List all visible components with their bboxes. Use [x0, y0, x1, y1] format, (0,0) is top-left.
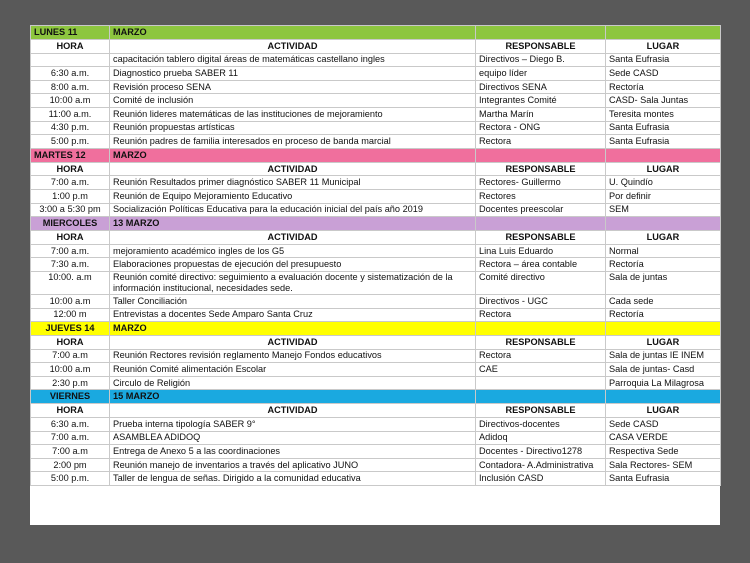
table-row: [31, 271, 721, 294]
column-header-row: [31, 404, 721, 418]
activity-cell: Circulo de Religión: [110, 376, 476, 390]
table-row: [31, 363, 721, 377]
header-hora: HORA: [31, 40, 110, 54]
place-cell: Teresita montes: [606, 107, 721, 121]
table-row: [31, 94, 721, 108]
activity-cell: Entrevistas a docentes Sede Amparo Santa Cruz: [110, 308, 476, 322]
place-cell: Sala de juntas IE INEM: [606, 349, 721, 363]
place-cell: Por definir: [606, 189, 721, 203]
place-cell: Cada sede: [606, 294, 721, 308]
table-row: [31, 294, 721, 308]
table-row: [31, 67, 721, 81]
time-cell: 6:30 a.m.: [31, 67, 110, 81]
activity-cell: Prueba interna tipología SABER 9°: [110, 418, 476, 432]
place-cell: Normal: [606, 244, 721, 258]
place-cell: Parroquia La Milagrosa: [606, 376, 721, 390]
responsible-cell: [476, 376, 606, 390]
day-name: VIERNES: [31, 390, 110, 404]
day-date: 13 MARZO: [110, 217, 476, 231]
place-cell: Santa Eufrasia: [606, 53, 721, 67]
responsible-cell: Comité directivo: [476, 271, 606, 294]
time-cell: 3:00 a 5:30 pm: [31, 203, 110, 217]
place-cell: CASD- Sala Juntas: [606, 94, 721, 108]
place-cell: Rectoría: [606, 258, 721, 272]
place-cell: Rectoría: [606, 308, 721, 322]
place-cell: Sede CASD: [606, 67, 721, 81]
time-cell: 11:00 a.m.: [31, 107, 110, 121]
table-row: [31, 458, 721, 472]
column-header-row: [31, 40, 721, 54]
activity-cell: Reunión Rectores revisión reglamento Manejo Fondos educativos: [110, 349, 476, 363]
header-actividad: ACTIVIDAD: [110, 336, 476, 350]
responsible-cell: Lina Luis Eduardo: [476, 244, 606, 258]
day-header-row: [31, 148, 721, 162]
time-cell: 10:00 a.m: [31, 294, 110, 308]
time-cell: 10:00 a.m: [31, 94, 110, 108]
header-actividad: ACTIVIDAD: [110, 162, 476, 176]
table-row: [31, 135, 721, 149]
responsible-cell: Rectores: [476, 189, 606, 203]
activity-cell: mejoramiento académico ingles de los G5: [110, 244, 476, 258]
day-date: MARZO: [110, 26, 476, 40]
day-date: MARZO: [110, 322, 476, 336]
activity-cell: capacitación tablero digital áreas de matemáticas castellano ingles: [110, 53, 476, 67]
responsible-cell: Docentes - Directivo1278: [476, 445, 606, 459]
header-responsable: RESPONSABLE: [476, 231, 606, 245]
day-empty-cell: [476, 390, 606, 404]
responsible-cell: Martha Marín: [476, 107, 606, 121]
activity-cell: Reunión Comité alimentación Escolar: [110, 363, 476, 377]
responsible-cell: Directivos – Diego B.: [476, 53, 606, 67]
header-lugar: LUGAR: [606, 404, 721, 418]
day-empty-cell: [606, 390, 721, 404]
activity-cell: Reunión comité directivo: seguimiento a evaluación docente y sistematización de la información institucional, necesidades sede.: [110, 271, 476, 294]
place-cell: Sala de juntas: [606, 271, 721, 294]
place-cell: Sala Rectores- SEM: [606, 458, 721, 472]
day-header-row: [31, 322, 721, 336]
day-date: 15 MARZO: [110, 390, 476, 404]
header-hora: HORA: [31, 404, 110, 418]
time-cell: 7:00 a.m.: [31, 244, 110, 258]
activity-cell: ASAMBLEA ADIDOQ: [110, 431, 476, 445]
place-cell: Respectiva Sede: [606, 445, 721, 459]
responsible-cell: Rectora - ONG: [476, 121, 606, 135]
header-hora: HORA: [31, 336, 110, 350]
day-empty-cell: [606, 217, 721, 231]
place-cell: Sede CASD: [606, 418, 721, 432]
responsible-cell: Inclusión CASD: [476, 472, 606, 486]
activity-cell: Taller Conciliación: [110, 294, 476, 308]
day-name: MARTES 12: [31, 148, 110, 162]
column-header-row: [31, 231, 721, 245]
day-empty-cell: [606, 148, 721, 162]
place-cell: Rectoría: [606, 80, 721, 94]
place-cell: U. Quindío: [606, 176, 721, 190]
table-row: [31, 203, 721, 217]
time-cell: 12:00 m: [31, 308, 110, 322]
responsible-cell: Contadora- A.Administrativa: [476, 458, 606, 472]
place-cell: Santa Eufrasia: [606, 135, 721, 149]
responsible-cell: Directivos-docentes: [476, 418, 606, 432]
header-actividad: ACTIVIDAD: [110, 231, 476, 245]
table-row: [31, 80, 721, 94]
table-row: [31, 258, 721, 272]
place-cell: Sala de juntas- Casd: [606, 363, 721, 377]
activity-cell: Reunión manejo de inventarios a través del aplicativo JUNO: [110, 458, 476, 472]
table-row: [31, 472, 721, 486]
table-row: [31, 53, 721, 67]
table-row: [31, 349, 721, 363]
activity-cell: Reunión propuestas artísticas: [110, 121, 476, 135]
header-lugar: LUGAR: [606, 40, 721, 54]
day-empty-cell: [606, 26, 721, 40]
schedule-page: [30, 25, 720, 525]
activity-cell: Reunión lideres matemáticas de las instituciones de mejoramiento: [110, 107, 476, 121]
activity-cell: Comité de inclusión: [110, 94, 476, 108]
responsible-cell: equipo líder: [476, 67, 606, 81]
header-responsable: RESPONSABLE: [476, 404, 606, 418]
day-empty-cell: [606, 322, 721, 336]
header-responsable: RESPONSABLE: [476, 336, 606, 350]
time-cell: 7:00 a.m.: [31, 431, 110, 445]
column-header-row: [31, 162, 721, 176]
day-header-row: [31, 390, 721, 404]
day-header-row: [31, 217, 721, 231]
weekly-schedule-table: [30, 25, 721, 486]
header-responsable: RESPONSABLE: [476, 162, 606, 176]
responsible-cell: Directivos SENA: [476, 80, 606, 94]
time-cell: 10:00 a.m: [31, 363, 110, 377]
place-cell: CASA VERDE: [606, 431, 721, 445]
responsible-cell: Adidoq: [476, 431, 606, 445]
time-cell: 7:30 a.m.: [31, 258, 110, 272]
responsible-cell: Docentes preescolar: [476, 203, 606, 217]
activity-cell: Revisión proceso SENA: [110, 80, 476, 94]
day-date: MARZO: [110, 148, 476, 162]
table-row: [31, 107, 721, 121]
header-hora: HORA: [31, 162, 110, 176]
activity-cell: Reunión de Equipo Mejoramiento Educativo: [110, 189, 476, 203]
time-cell: 7:00 a.m.: [31, 176, 110, 190]
header-hora: HORA: [31, 231, 110, 245]
table-row: [31, 431, 721, 445]
responsible-cell: Rectora: [476, 135, 606, 149]
header-responsable: RESPONSABLE: [476, 40, 606, 54]
time-cell: 2:30 p.m: [31, 376, 110, 390]
day-name: MIERCOLES: [31, 217, 110, 231]
responsible-cell: Rectora – área contable: [476, 258, 606, 272]
day-empty-cell: [476, 217, 606, 231]
table-row: [31, 445, 721, 459]
day-name: LUNES 11: [31, 26, 110, 40]
time-cell: 7:00 a.m: [31, 445, 110, 459]
responsible-cell: CAE: [476, 363, 606, 377]
responsible-cell: Rectora: [476, 308, 606, 322]
place-cell: SEM: [606, 203, 721, 217]
table-row: [31, 376, 721, 390]
time-cell: 10:00. a.m: [31, 271, 110, 294]
place-cell: Santa Eufrasia: [606, 121, 721, 135]
activity-cell: Entrega de Anexo 5 a las coordinaciones: [110, 445, 476, 459]
day-name: JUEVES 14: [31, 322, 110, 336]
header-lugar: LUGAR: [606, 162, 721, 176]
time-cell: 1:00 p.m: [31, 189, 110, 203]
time-cell: 8:00 a.m.: [31, 80, 110, 94]
activity-cell: Reunión padres de familia interesados en proceso de banda marcial: [110, 135, 476, 149]
day-empty-cell: [476, 26, 606, 40]
time-cell: 5:00 p.m.: [31, 472, 110, 486]
time-cell: 7:00 a.m: [31, 349, 110, 363]
responsible-cell: Rectora: [476, 349, 606, 363]
day-empty-cell: [476, 322, 606, 336]
table-row: [31, 244, 721, 258]
time-cell: 6:30 a.m.: [31, 418, 110, 432]
activity-cell: Taller de lengua de señas. Dirigido a la comunidad educativa: [110, 472, 476, 486]
time-cell: 4:30 p.m.: [31, 121, 110, 135]
header-actividad: ACTIVIDAD: [110, 404, 476, 418]
time-cell: 2:00 pm: [31, 458, 110, 472]
time-cell: [31, 53, 110, 67]
activity-cell: Elaboraciones propuestas de ejecución del presupuesto: [110, 258, 476, 272]
responsible-cell: Directivos - UGC: [476, 294, 606, 308]
header-actividad: ACTIVIDAD: [110, 40, 476, 54]
responsible-cell: Rectores- Guillermo: [476, 176, 606, 190]
activity-cell: Reunión Resultados primer diagnóstico SABER 11 Municipal: [110, 176, 476, 190]
header-lugar: LUGAR: [606, 336, 721, 350]
header-lugar: LUGAR: [606, 231, 721, 245]
time-cell: 5:00 p.m.: [31, 135, 110, 149]
activity-cell: Socialización Políticas Educativa para la educación inicial del país año 2019: [110, 203, 476, 217]
responsible-cell: Integrantes Comité: [476, 94, 606, 108]
table-row: [31, 189, 721, 203]
day-empty-cell: [476, 148, 606, 162]
column-header-row: [31, 336, 721, 350]
place-cell: Santa Eufrasia: [606, 472, 721, 486]
activity-cell: Diagnostico prueba SABER 11: [110, 67, 476, 81]
day-header-row: [31, 26, 721, 40]
table-row: [31, 418, 721, 432]
table-row: [31, 121, 721, 135]
table-row: [31, 308, 721, 322]
table-row: [31, 176, 721, 190]
